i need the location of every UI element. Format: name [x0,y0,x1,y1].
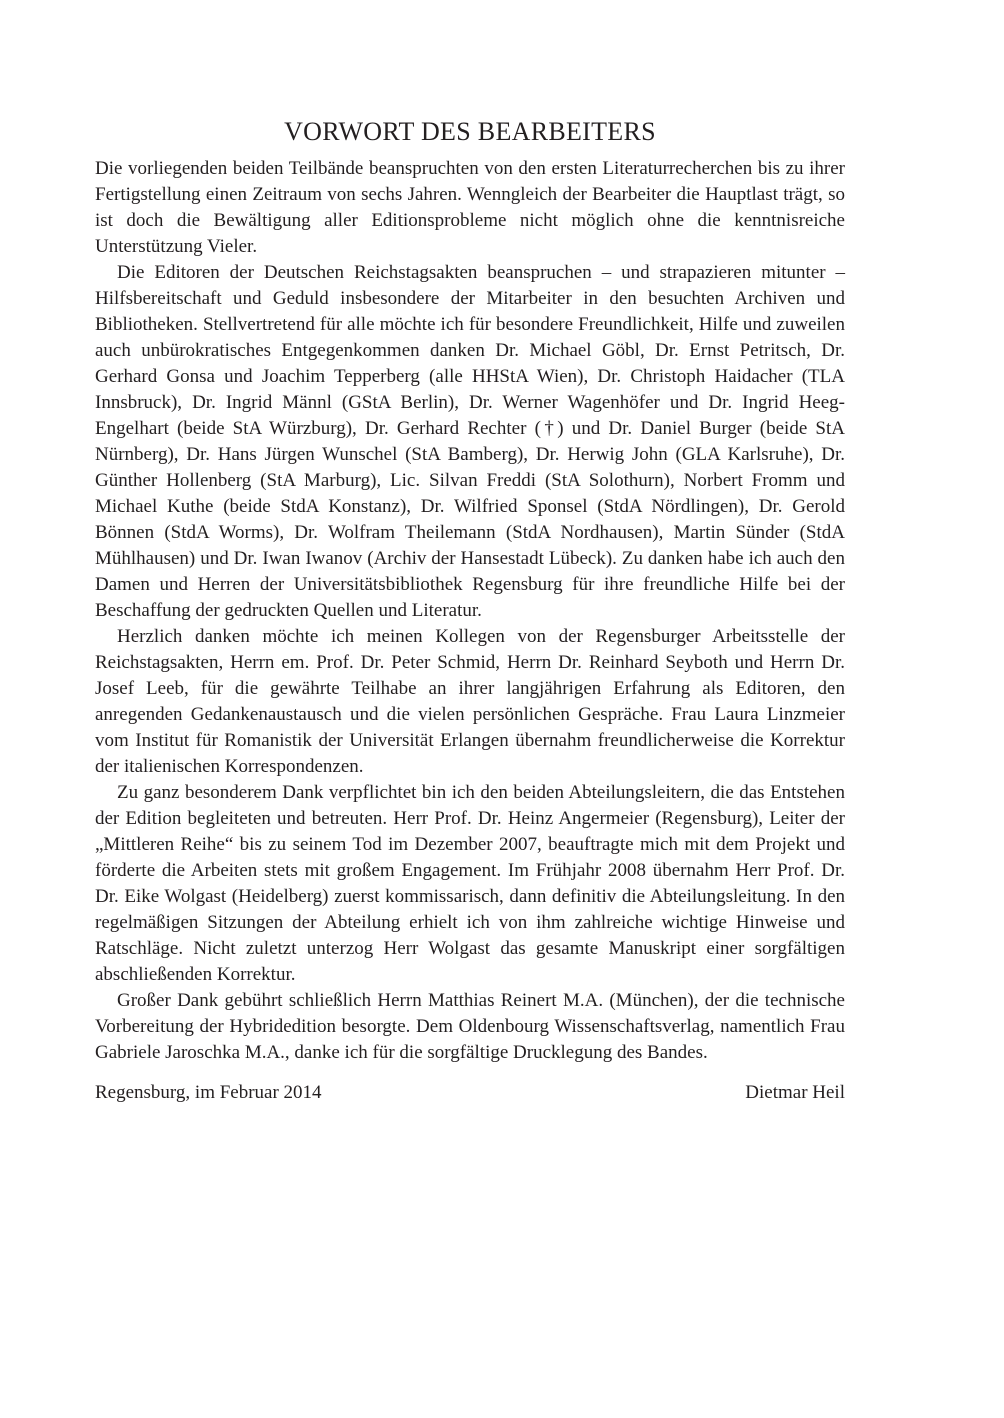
place-date: Regensburg, im Februar 2014 [95,1082,322,1103]
paragraph-3: Herzlich danken möchte ich meinen Kollegen von der Regensburger Arbeitsstelle der Reichstagsakten, Herrn em. Prof. Dr. Peter Schmid, Herrn Dr. Reinhard Seyboth und Herrn Dr. Josef Leeb, für die gewährte Teilhabe an ihrer langjährigen Erfahrung als Editoren, den anregenden Gedankenaustausch und die vielen persönlichen Gespräche. Frau Laura Linzmeier vom Institut für Romanistik der Universität Erlangen übernahm freundlicherweise die Korrektur der italienischen Korrespondenzen. [95,626,845,777]
paragraph-5: Großer Dank gebührt schließlich Herrn Matthias Reinert M.A. (München), der die technische Vorbereitung der Hybridedition besorgte. Dem Oldenbourg Wissenschaftsverlag, namentlich Frau Gabriele Jaroschka M.A., danke ich für die sorgfältige Drucklegung des Bandes. [95,990,845,1063]
paragraph-4: Zu ganz besonderem Dank verpflichtet bin ich den beiden Abteilungsleitern, die das Entstehen der Edition begleiteten und betreuten. Herr Prof. Dr. Heinz Angermeier (Regensburg), Leiter der „Mittleren Reihe“ bis zu seinem Tod im Dezember 2007, beauftragte mich mit dem Projekt und förderte die Arbeiten stets mit großem Engagement. Im Frühjahr 2008 übernahm Herr Prof. Dr. Dr. Eike Wolgast (Heidelberg) zuerst kommissarisch, dann definitiv die Abteilungsleitung. In den regelmäßigen Sitzungen der Abteilung erhielt ich von ihm zahlreiche wichtige Hinweise und Ratschläge. Nicht zuletzt unterzog Herr Wolgast das gesamte Manuskript einer sorgfältigen abschließenden Korrektur. [95,782,845,985]
preface-page [95,115,845,1106]
page-title: VORWORT DES BEARBEITERS [284,117,656,146]
closing-line [95,1080,845,1106]
paragraph-1: Die vorliegenden beiden Teilbände beanspruchten von den ersten Literaturrecherchen bis zu ihrer Fertigstellung einen Zeitraum von sechs Jahren. Wenngleich der Bearbeiter die Hauptlast trägt, so ist doch die Bewältigung aller Editionsprobleme nicht möglich ohne die kenntnisreiche Unterstützung Vieler. [95,158,845,257]
paragraph-2: Die Editoren der Deutschen Reichstagsakten beanspruchen – und strapazieren mitunter – Hilfsbereitschaft und Geduld insbesondere der Mitarbeiter in den besuchten Archiven und Bibliotheken. Stellvertretend für alle möchte ich für besondere Freundlichkeit, Hilfe und zuweilen auch unbürokratisches Entgegenkommen danken Dr. Michael Göbl, Dr. Ernst Petritsch, Dr. Gerhard Gonsa und Joachim Tepperberg (alle HHStA Wien), Dr. Christoph Haidacher (TLA Innsbruck), Dr. Ingrid Männl (GStA Berlin), Dr. Werner Wagenhöfer und Dr. Ingrid Heeg-Engelhart (beide StA Würzburg), Dr. Gerhard Rechter (†) und Dr. Daniel Burger (beide StA Nürnberg), Dr. Hans Jürgen Wunschel (StA Bamberg), Dr. Herwig John (GLA Karlsruhe), Dr. Günther Hollenberg (StA Marburg), Lic. Silvan Freddi (StA Solothurn), Norbert Fromm und Michael Kuthe (beide StdA Konstanz), Dr. Wilfried Sponsel (StdA Nördlingen), Dr. Gerold Bönnen (StdA Worms), Dr. Wolfram Theilemann (StdA Nordhausen), Martin Sünder (StdA Mühlhausen) und Dr. Iwan Iwanov (Archiv der Hansestadt Lübeck). Zu danken habe ich auch den Damen und Herren der Universitätsbibliothek Regensburg für ihre freundliche Hilfe bei der Beschaffung der gedruckten Quellen und Literatur. [95,262,845,621]
author-signature: Dietmar Heil [745,1082,845,1103]
